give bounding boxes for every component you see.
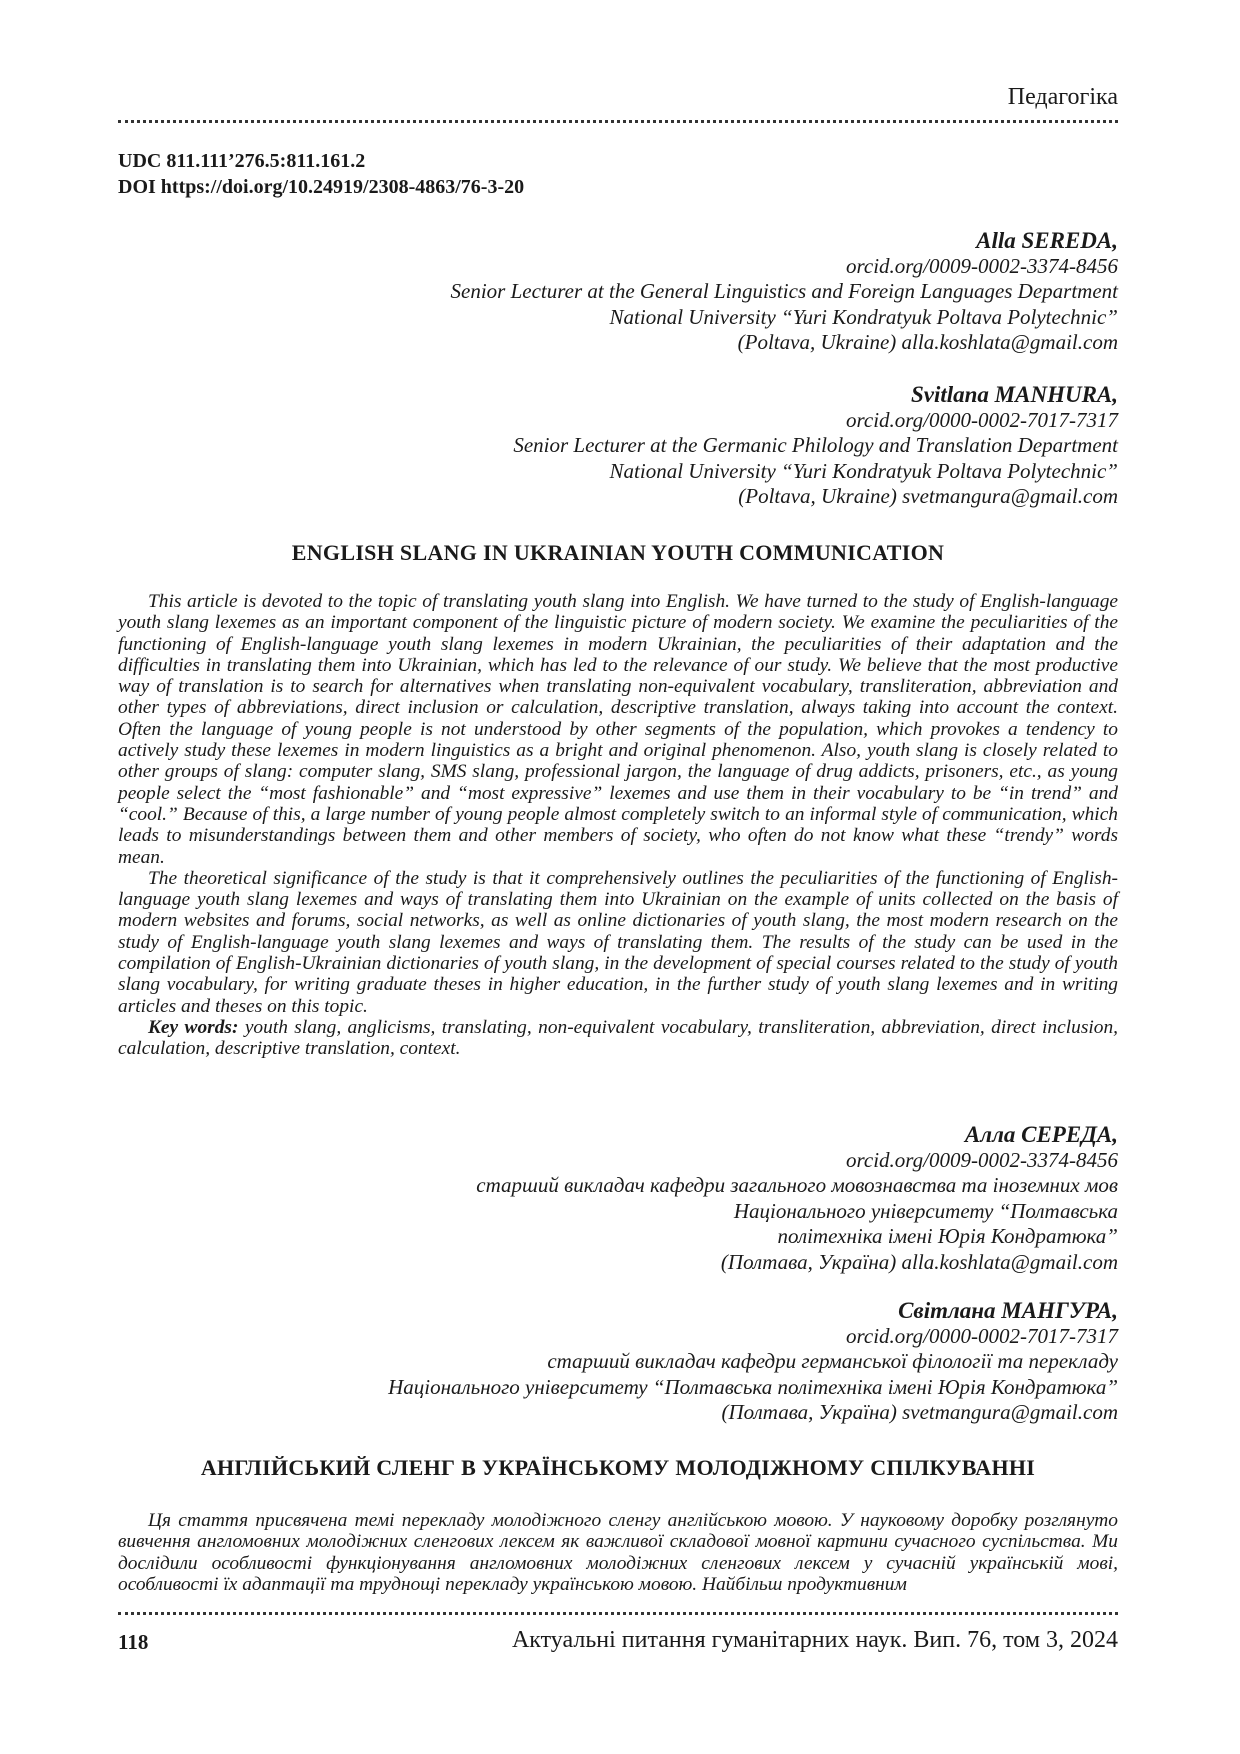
- author-position: Senior Lecturer at the Germanic Philology and Translation Department: [513, 433, 1118, 457]
- author-affiliation: політехніка імені Юрія Кондратюка”: [777, 1224, 1118, 1248]
- author-contact: (Полтава, Україна) svetmangura@gmail.com: [721, 1400, 1118, 1424]
- abstract-en: [118, 591, 1118, 1060]
- abstract-uk: [118, 1510, 1118, 1595]
- author-uk-manhura: [388, 1298, 1118, 1426]
- abstract-paragraph: The theoretical significance of the study is that it comprehensively outlines the peculiarities of the functioning of English-language youth slang lexemes and ways of translating them into Ukrainian on the example of units collected on the basis of modern websites and forums, social networks, as well as online dictionaries of youth slang, the most modern research on the study of English-language youth slang lexemes and ways of translating them. The results of the study can be used in the compilation of English-Ukrainian dictionaries of youth slang, in the development of special courses related to the study of youth slang vocabulary, for writing graduate theses in higher education, in the further study of youth slang lexemes and in writing articles and theses on this topic.: [118, 867, 1118, 1017]
- abstract-paragraph: This article is devoted to the topic of translating youth slang into English. We have turned to the study of English-language youth slang lexemes as an important component of the linguistic picture of modern society. We examine the peculiarities of the functioning of English-language youth slang lexemes in modern Ukrainian, the peculiarities of their adaptation and the difficulties in translating them into Ukrainian, which has led to the relevance of our study. We believe that the most productive way of translation is to search for alternatives when translating non-equivalent vocabulary, transliteration, abbreviation and other types of abbreviations, direct inclusion or calculation, descriptive translation, always taking into account the context. Often the language of young people is not understood by other segments of the population, which provokes a tendency to actively study these lexemes in modern linguistics as a bright and original phenomenon. Also, youth slang is closely related to other groups of slang: computer slang, SMS slang, professional jargon, the language of drug addicts, prisoners, etc., as young people select the “most fashionable” and “most expressive” lexemes and use them in their vocabulary to be “in trend” and “cool.” Because of this, a large number of young people almost completely switch to an informal style of communication, which leads to misunderstandings between them and other members of society, who often do not know what these “trendy” words mean.: [118, 591, 1118, 868]
- author-name: Alla SEREDA,: [976, 228, 1118, 253]
- author-en-sereda: [451, 228, 1118, 356]
- author-orcid[interactable]: orcid.org/0000-0002-7017-7317: [845, 407, 1118, 432]
- abstract-paragraph: Ця стаття присвячена темі перекладу молодіжного сленгу англійською мовою. У науковому доробку розглянуто вивчення англомовних молодіжних сленгових лексем як важливої складової мовної картини сучасного суспільства. Ми дослідили особливості функціонування англомовних молодіжних сленгових лексем у сучасній українській мові, особливості їх адаптації та труднощі перекладу українською мовою. Найбільш продуктивним: [118, 1510, 1118, 1595]
- journal-citation: Актуальні питання гуманітарних наук. Вип. 76, том 3, 2024: [511, 1627, 1118, 1653]
- author-position: старший викладач кафедри загального мовознавства та іноземних мов: [476, 1173, 1118, 1197]
- author-position: старший викладач кафедри германської філології та перекладу: [547, 1349, 1118, 1373]
- author-name: Алла СЕРЕДА,: [964, 1122, 1118, 1147]
- author-affiliation: Національного університету “Полтавська: [733, 1198, 1118, 1223]
- author-orcid[interactable]: orcid.org/0000-0002-7017-7317: [845, 1323, 1118, 1348]
- doi[interactable]: DOI https://doi.org/10.24919/2308-4863/76-3-20: [118, 176, 525, 198]
- author-name: Svitlana MANHURA,: [910, 382, 1118, 407]
- author-orcid[interactable]: orcid.org/0009-0002-3374-8456: [845, 253, 1118, 278]
- author-orcid[interactable]: orcid.org/0009-0002-3374-8456: [845, 1147, 1118, 1172]
- udc-code: UDC 811.111’276.5:811.161.2: [118, 150, 366, 172]
- author-affiliation: National University “Yuri Kondratyuk Poltava Polytechnic”: [609, 304, 1118, 329]
- article-title-en: ENGLISH SLANG IN UKRAINIAN YOUTH COMMUNICATION: [291, 540, 945, 565]
- author-contact: (Полтава, Україна) alla.koshlata@gmail.com: [720, 1249, 1118, 1274]
- keywords: [118, 1017, 1118, 1060]
- identifiers: [118, 148, 524, 200]
- author-en-manhura: [513, 382, 1118, 510]
- author-affiliation: Національного університету “Полтавська політехніка імені Юрія Кондратюка”: [388, 1374, 1118, 1399]
- author-position: Senior Lecturer at the General Linguistics and Foreign Languages Department: [450, 279, 1118, 303]
- author-affiliation: National University “Yuri Kondratyuk Poltava Polytechnic”: [609, 458, 1118, 483]
- keywords-text: youth slang, anglicisms, translating, non-equivalent vocabulary, transliteration, abbreviation, direct inclusion, calculation, descriptive translation, context.: [118, 1016, 1118, 1060]
- author-uk-sereda: [476, 1122, 1118, 1275]
- header-rule: [118, 120, 1118, 123]
- page-number: 118: [118, 1630, 149, 1654]
- author-contact: (Poltava, Ukraine) alla.koshlata@gmail.com: [737, 330, 1118, 354]
- running-head: Педагогіка: [1007, 84, 1118, 110]
- footer-rule: [118, 1612, 1118, 1615]
- article-title-uk: АНГЛІЙСЬКИЙ СЛЕНГ В УКРАЇНСЬКОМУ МОЛОДІЖНОМУ СПІЛКУВАННІ: [200, 1455, 1036, 1480]
- keywords-label: Key words:: [148, 1016, 239, 1038]
- author-contact: (Poltava, Ukraine) svetmangura@gmail.com: [738, 484, 1118, 508]
- author-name: Світлана МАНГУРА,: [898, 1298, 1118, 1323]
